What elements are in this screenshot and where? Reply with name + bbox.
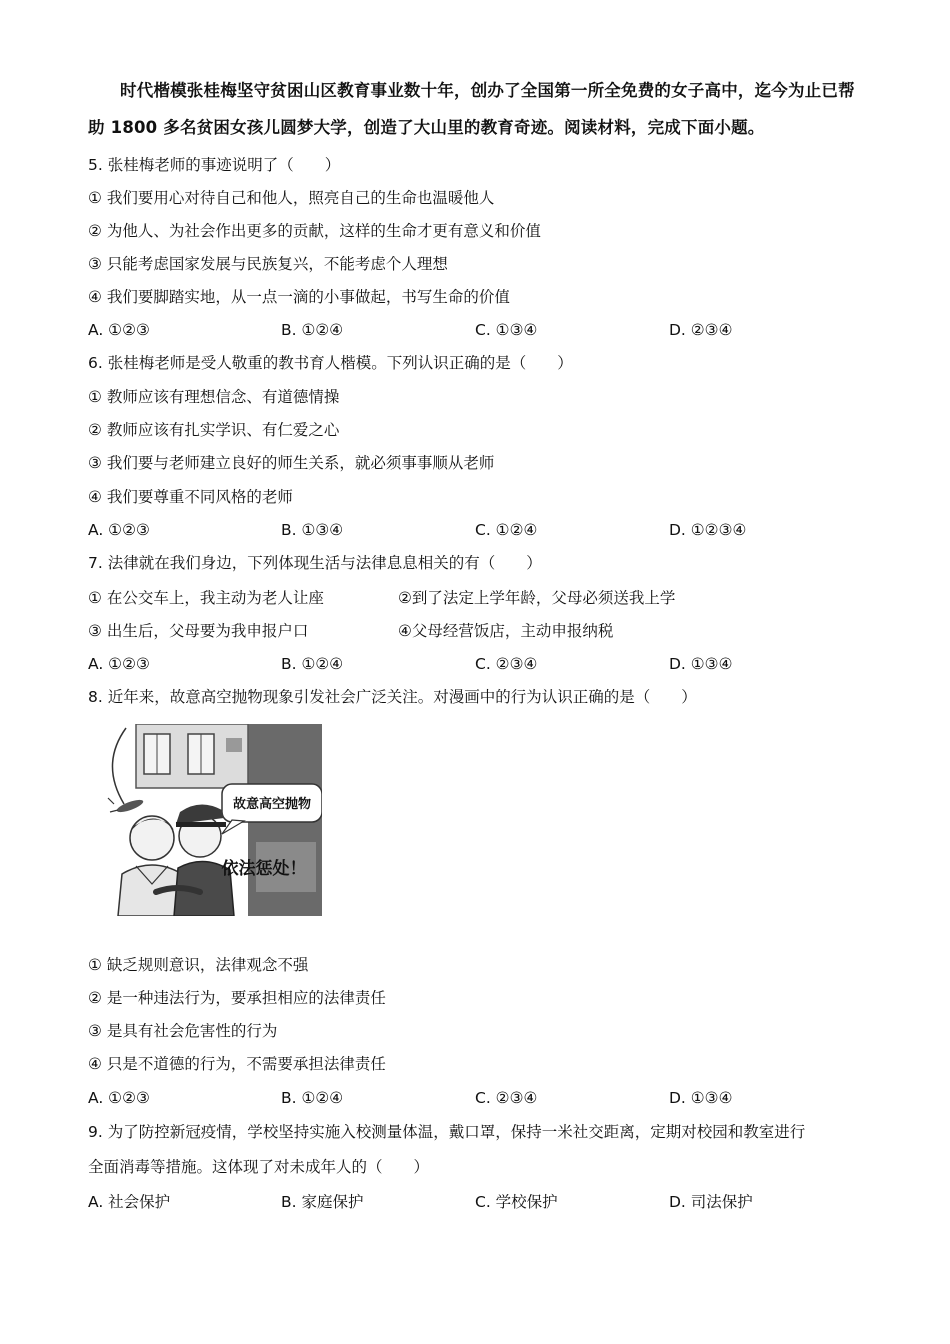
q9-option-a[interactable]: A. 社会保护 <box>88 1193 171 1211</box>
cartoon-speech-text: 依法惩处！ <box>221 859 307 879</box>
q6-item-2: ② 教师应该有扎实学识、有仁爱之心 <box>88 421 340 439</box>
q8-item-3: ③ 是具有社会危害性的行为 <box>88 1022 278 1040</box>
intro-line-2: 助 1800 多名贫困女孩儿圆梦大学，创造了大山里的教育奇迹。阅读材料，完成下面小题。 <box>88 118 765 137</box>
q7-option-b[interactable]: B. ①②④ <box>281 655 344 673</box>
q8-option-b[interactable]: B. ①②④ <box>281 1089 344 1107</box>
q7-option-c[interactable]: C. ②③④ <box>475 655 538 673</box>
q9-option-c[interactable]: C. 学校保护 <box>475 1193 558 1211</box>
cartoon-sign-text: 故意高空抛物 <box>232 797 312 812</box>
q5-item-4: ④ 我们要脚踏实地，从一点一滴的小事做起，书写生命的价值 <box>88 288 510 306</box>
q7-row-1 <box>88 588 848 608</box>
q6-stem: 6. 张桂梅老师是受人敬重的教书育人楷模。下列认识正确的是（ ） <box>88 354 573 372</box>
q7-option-d[interactable]: D. ①③④ <box>669 655 733 673</box>
q7-item-4: ④父母经营饭店，主动申报纳税 <box>398 622 614 640</box>
q6-option-a[interactable]: A. ①②③ <box>88 521 150 539</box>
q8-item-1: ① 缺乏规则意识，法律观念不强 <box>88 956 309 974</box>
q6-item-3: ③ 我们要与老师建立良好的师生关系，就必须事事顺从老师 <box>88 454 495 472</box>
q5-item-3: ③ 只能考虑国家发展与民族复兴，不能考虑个人理想 <box>88 255 448 273</box>
q7-row-2 <box>88 621 848 641</box>
q5-option-a[interactable]: A. ①②③ <box>88 321 150 339</box>
q5-item-2: ② 为他人、为社会作出更多的贡献，这样的生命才更有意义和价值 <box>88 222 541 240</box>
q7-item-1: ① 在公交车上，我主动为老人让座 <box>88 589 324 607</box>
q5-option-c[interactable]: C. ①③④ <box>475 321 538 339</box>
q6-item-1: ① 教师应该有理想信念、有道德情操 <box>88 388 340 406</box>
q6-option-d[interactable]: D. ①②③④ <box>669 521 747 539</box>
q7-item-2: ②到了法定上学年龄，父母必须送我上学 <box>398 589 676 607</box>
intro-line-1: 时代楷模张桂梅坚守贫困山区教育事业数十年，创办了全国第一所全免费的女子高中，迄今为止已帮 <box>120 81 855 100</box>
q5-option-b[interactable]: B. ①②④ <box>281 321 344 339</box>
q5-option-d[interactable]: D. ②③④ <box>669 321 733 339</box>
q8-option-a[interactable]: A. ①②③ <box>88 1089 150 1107</box>
q6-option-b[interactable]: B. ①③④ <box>281 521 344 539</box>
q7-option-a[interactable]: A. ①②③ <box>88 655 150 673</box>
q7-options <box>88 654 848 674</box>
q9-options <box>88 1192 848 1212</box>
q7-stem: 7. 法律就在我们身边，下列体现生活与法律息息相关的有（ ） <box>88 554 542 572</box>
q8-item-2: ② 是一种违法行为，要承担相应的法律责任 <box>88 989 386 1007</box>
q8-option-d[interactable]: D. ①③④ <box>669 1089 733 1107</box>
q6-item-4: ④ 我们要尊重不同风格的老师 <box>88 488 293 506</box>
q6-options <box>88 520 848 540</box>
q9-stem-line-1: 9. 为了防控新冠疫情，学校坚持实施入校测量体温，戴口罩，保持一米社交距离，定期对校园和教室进行 <box>88 1123 806 1141</box>
q8-option-c[interactable]: C. ②③④ <box>475 1089 538 1107</box>
q8-item-4: ④ 只是不道德的行为，不需要承担法律责任 <box>88 1055 386 1073</box>
q8-options <box>88 1088 848 1108</box>
q5-item-1: ① 我们要用心对待自己和他人，照亮自己的生命也温暖他人 <box>88 189 495 207</box>
q8-stem: 8. 近年来，故意高空抛物现象引发社会广泛关注。对漫画中的行为认识正确的是（ ） <box>88 688 697 706</box>
q6-option-c[interactable]: C. ①②④ <box>475 521 538 539</box>
cartoon-illustration <box>96 724 322 916</box>
q5-stem: 5. 张桂梅老师的事迹说明了（ ） <box>88 156 341 174</box>
q7-item-3: ③ 出生后，父母要为我申报户口 <box>88 622 309 640</box>
q9-option-d[interactable]: D. 司法保护 <box>669 1193 753 1211</box>
q9-option-b[interactable]: B. 家庭保护 <box>281 1193 364 1211</box>
q5-options <box>88 320 848 340</box>
q9-stem-line-2: 全面消毒等措施。这体现了对未成年人的（ ） <box>88 1158 430 1176</box>
